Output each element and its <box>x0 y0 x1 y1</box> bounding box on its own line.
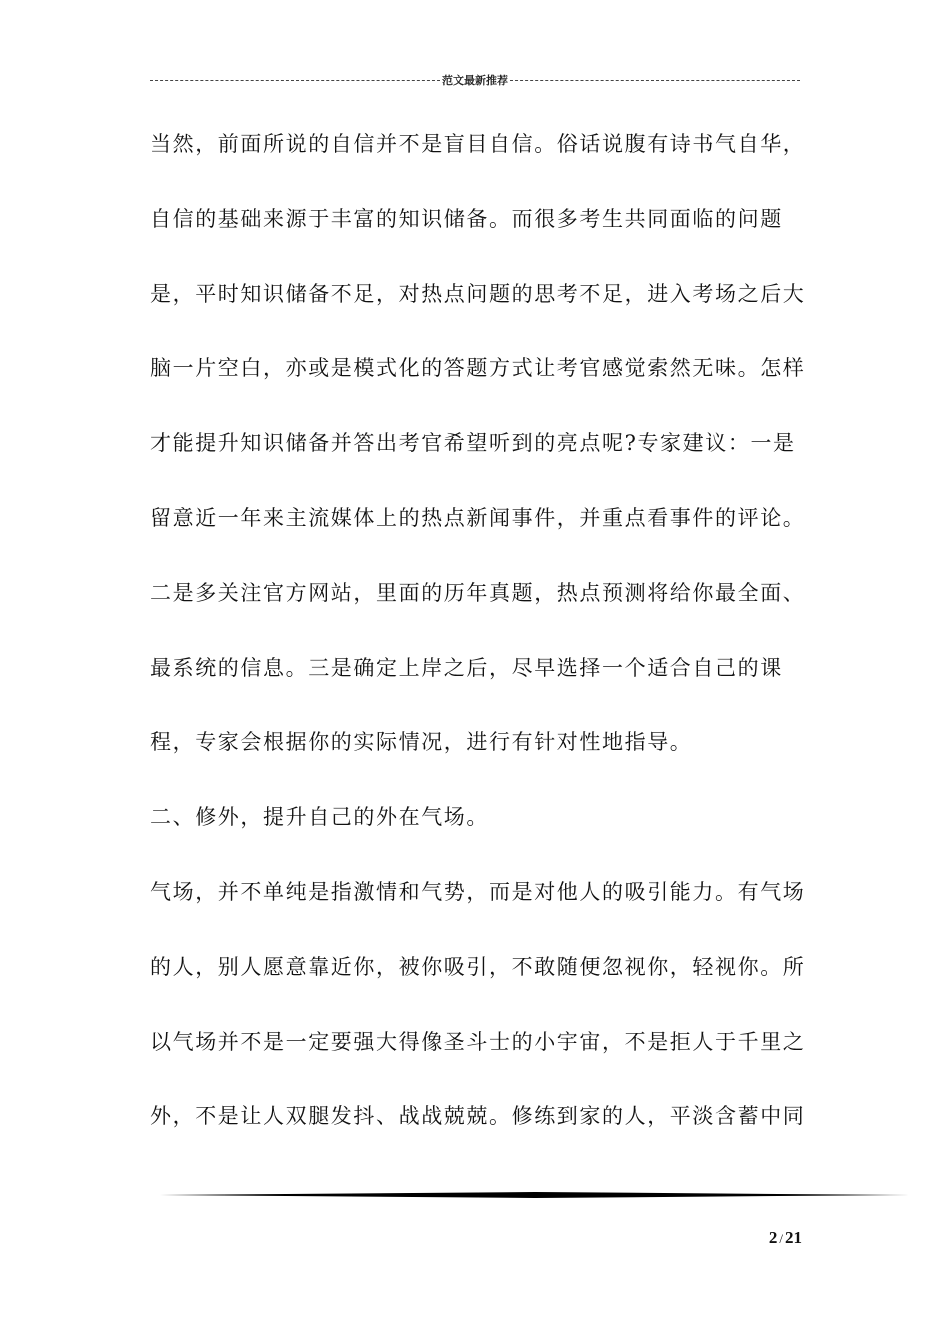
header-title: 范文最新推荐 <box>442 75 508 87</box>
body-line: 气场，并不单纯是指激情和气势，而是对他人的吸引能力。有气场 <box>150 879 806 904</box>
footer-rule <box>160 1192 910 1198</box>
page-separator: / <box>779 1231 783 1246</box>
body-line: 当然，前面所说的自信并不是盲目自信。俗话说腹有诗书气自华， <box>150 132 806 156</box>
body-line: 留意近一年来主流媒体上的热点新闻事件，并重点看事件的评论。 <box>150 505 806 530</box>
body-line: 是，平时知识储备不足，对热点问题的思考不足，进入考场之后大 <box>150 281 806 306</box>
body-line: 外，不是让人双腿发抖、战战兢兢。修练到家的人，平淡含蓄中同 <box>150 1104 806 1129</box>
body-line: 二是多关注官方网站，里面的历年真题，热点预测将给你最全面、 <box>150 580 806 605</box>
page-number <box>740 1228 802 1248</box>
body-line: 以气场并不是一定要强大得像圣斗士的小宇宙，不是拒人于千里之 <box>150 1029 806 1054</box>
page-total: 21 <box>785 1228 802 1247</box>
section-heading: 二、修外，提升自己的外在气场。 <box>150 805 489 830</box>
body-line: 的人，别人愿意靠近你，被你吸引，不敢随便忽视你，轻视你。所 <box>150 954 806 979</box>
body-line: 自信的基础来源于丰富的知识储备。而很多考生共同面临的问题 <box>150 206 783 231</box>
page-current: 2 <box>768 1228 778 1247</box>
body-line: 最系统的信息。三是确定上岸之后，尽早选择一个适合自己的课 <box>150 655 783 680</box>
body-line: 脑一片空白，亦或是模式化的答题方式让考官感觉索然无味。怎样 <box>150 356 806 381</box>
document-body <box>150 124 806 1171</box>
header-dash-left <box>150 80 440 81</box>
body-line: 程，专家会根据你的实际情况，进行有针对性地指导。 <box>150 730 693 755</box>
header-dash-right <box>510 80 800 81</box>
body-line: 才能提升知识储备并答出考官希望听到的亮点呢?专家建议：一是 <box>150 431 796 456</box>
page-header <box>150 72 800 88</box>
